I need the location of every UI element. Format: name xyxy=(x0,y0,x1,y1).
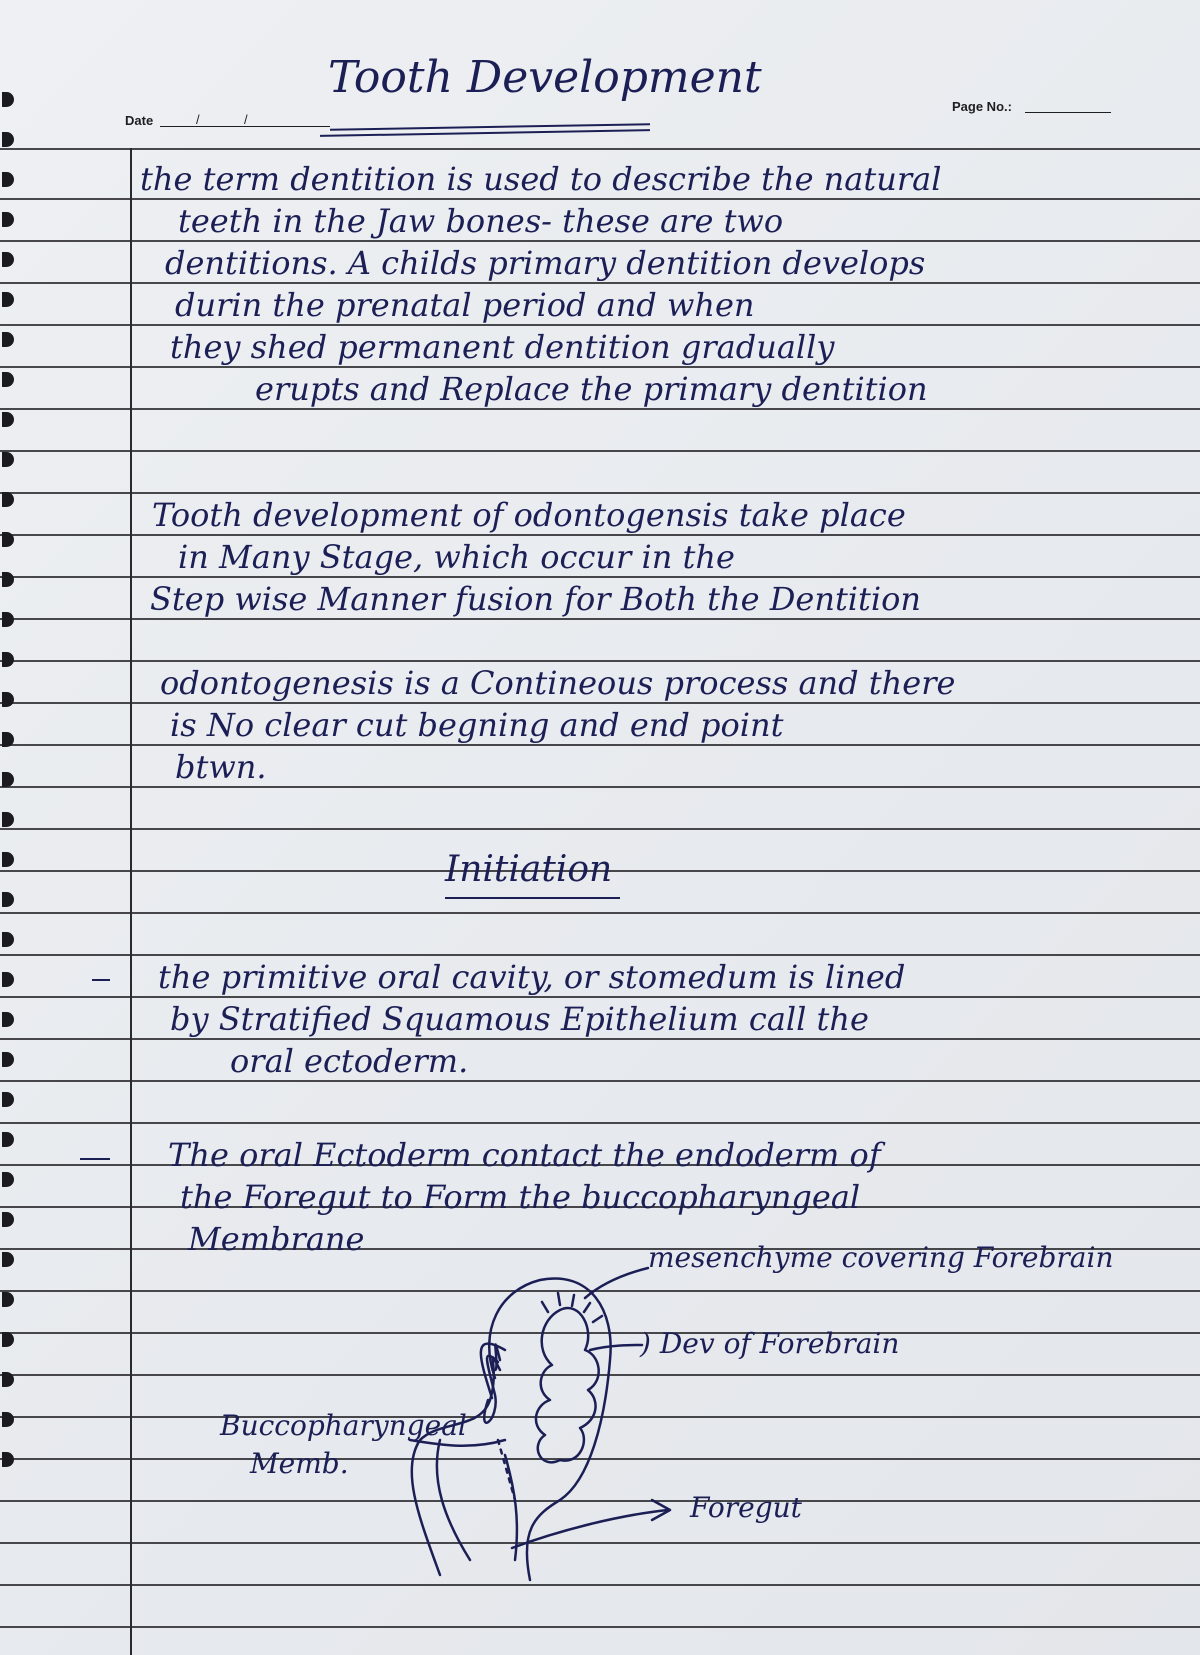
date-separator: / xyxy=(244,112,248,127)
diagram-label-foregut: Foregut xyxy=(690,1491,802,1524)
pointer-mesenchyme xyxy=(585,1268,648,1298)
text-line: btwn. xyxy=(175,748,267,786)
foregut-arrow-line xyxy=(512,1510,668,1548)
pointer-forebrain xyxy=(590,1345,642,1350)
pharynx-tube xyxy=(437,1440,517,1560)
text-line: The oral Ectoderm contact the endoderm of xyxy=(168,1136,881,1174)
page-number-label: Page No.: xyxy=(952,99,1012,114)
text-line: odontogenesis is a Contineous process and there xyxy=(160,664,956,702)
text-line: Step wise Manner fusion for Both the Dentition xyxy=(150,580,921,618)
forebrain-outline xyxy=(536,1308,599,1462)
section-heading: Initiation xyxy=(445,849,613,890)
text-line: the term dentition is used to describe the natural xyxy=(140,160,942,198)
text-line: is No clear cut begning and end point xyxy=(170,706,784,744)
text-line: the primitive oral cavity, or stomedum is lined xyxy=(158,958,906,996)
text-line: in Many Stage, which occur in the xyxy=(178,538,735,576)
date-separator: / xyxy=(196,112,200,127)
text-line: Membrane xyxy=(188,1220,365,1258)
text-line: Tooth development of odontogensis take place xyxy=(152,496,906,534)
diagram-label-forebrain: ) Dev of Forebrain xyxy=(640,1327,900,1360)
text-line: the Foregut to Form the buccopharyngeal xyxy=(180,1178,861,1216)
diagram-label-membrane: Buccopharyngeal xyxy=(220,1409,467,1442)
text-line: they shed permanent dentition gradually xyxy=(170,328,835,366)
page-title: Tooth Development xyxy=(328,52,762,103)
date-label: Date xyxy=(125,113,154,128)
text-line: by Stratified Squamous Epithelium call the xyxy=(170,1000,869,1038)
diagram-label-mesenchyme: mesenchyme covering Forebrain xyxy=(648,1241,1114,1274)
text-line: teeth in the Jaw bones- these are two xyxy=(178,202,784,240)
text-line: dentitions. A childs primary dentition develops xyxy=(165,244,926,282)
text-line: durin the prenatal period and when xyxy=(175,286,755,324)
diagram-label-membrane: Memb. xyxy=(250,1447,349,1480)
text-line: erupts and Replace the primary dentition xyxy=(255,370,928,408)
text-line: oral ectoderm. xyxy=(230,1042,469,1080)
